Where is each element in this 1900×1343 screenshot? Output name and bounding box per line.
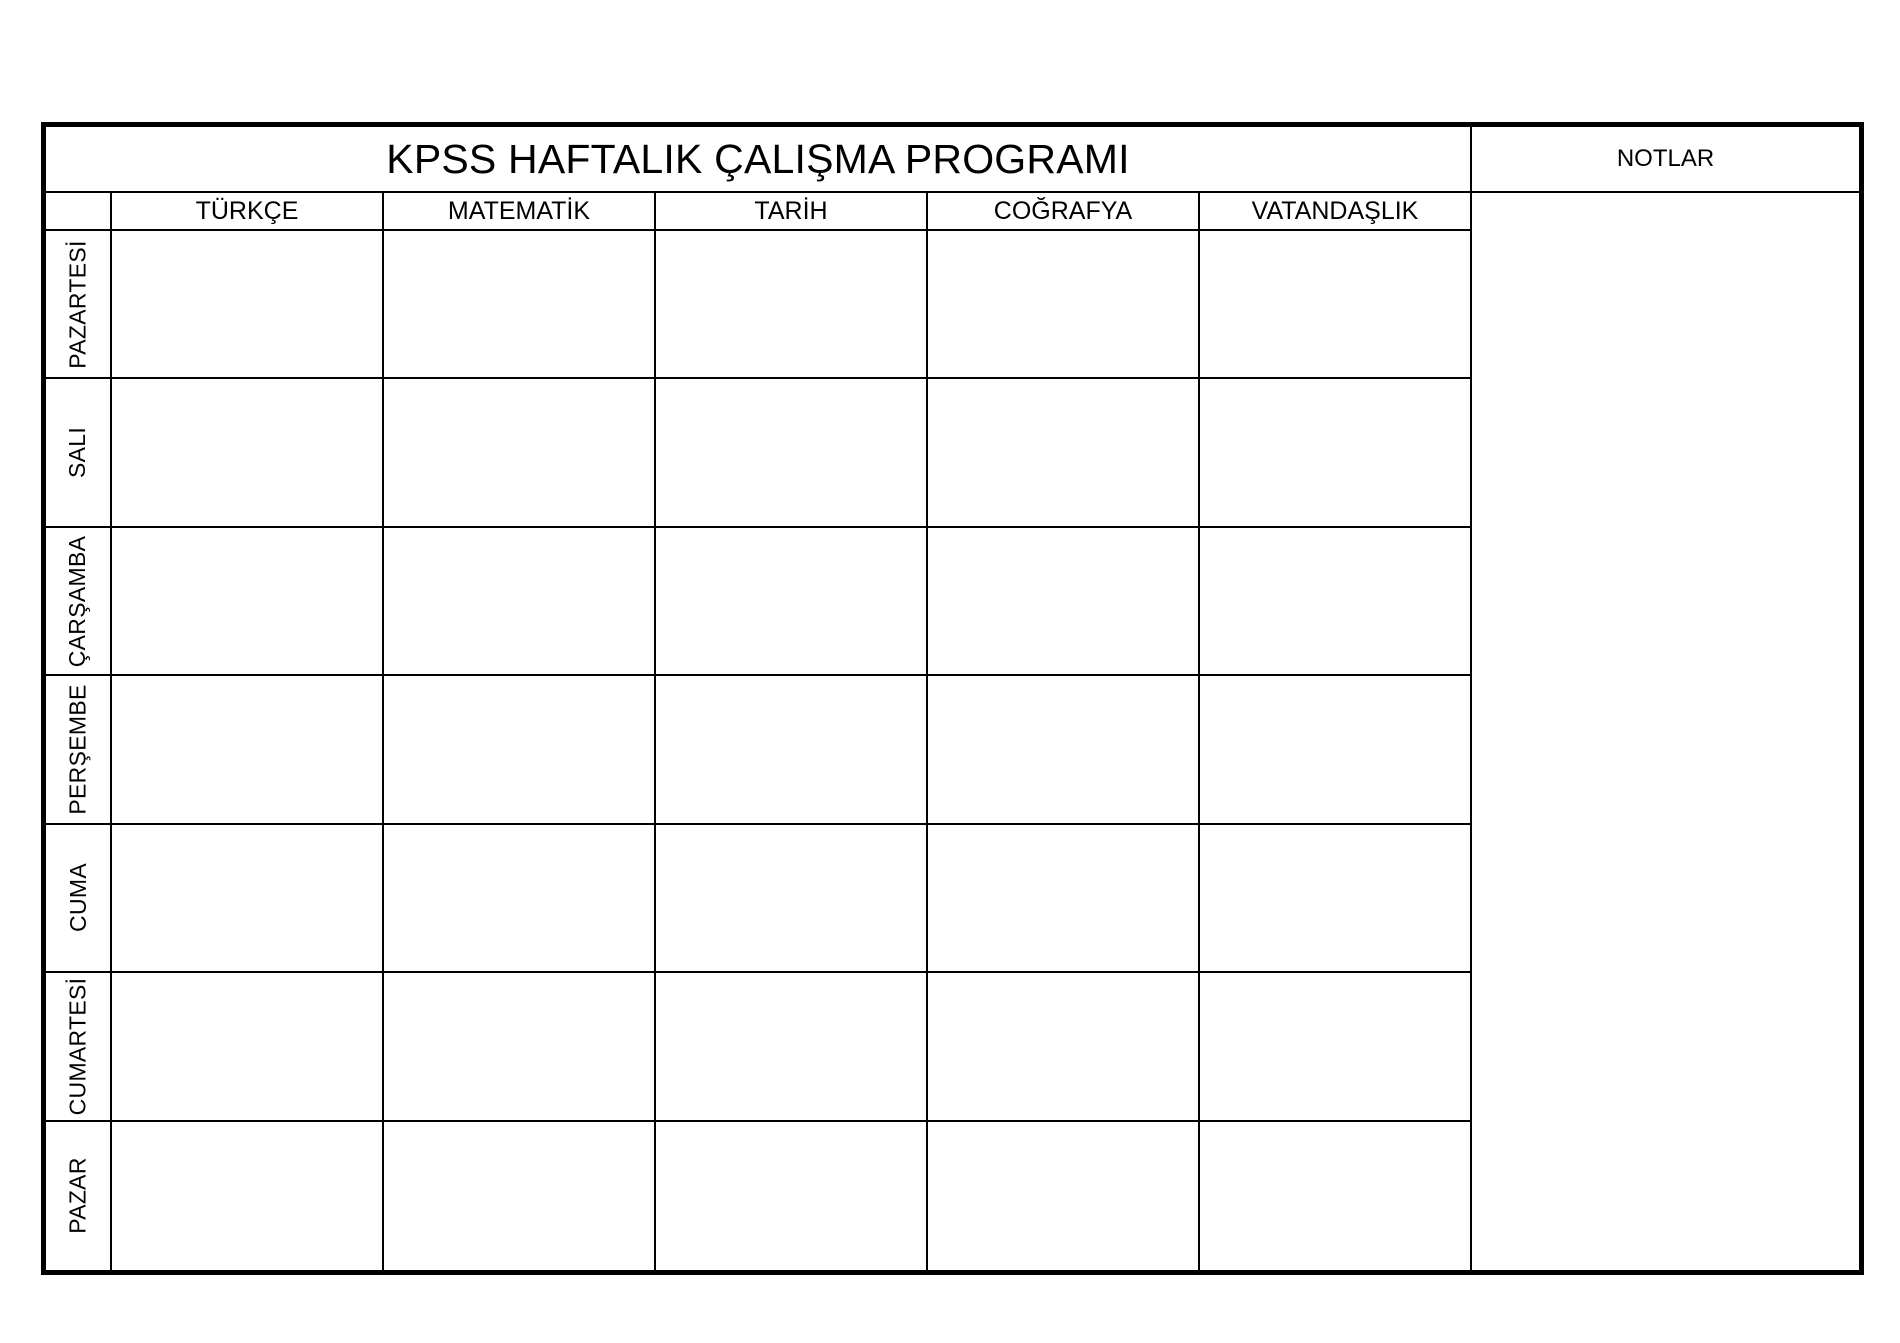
day-label-text: SALI	[64, 427, 91, 479]
schedule-cell-thursday-citizenship[interactable]	[1200, 676, 1472, 824]
day-label-text: PAZAR	[64, 1157, 91, 1235]
schedule-cell-tuesday-turkish[interactable]	[112, 379, 384, 527]
schedule-cell-tuesday-history[interactable]	[656, 379, 928, 527]
subject-header-math: MATEMATİK	[384, 193, 656, 231]
day-label-tuesday	[46, 379, 112, 527]
schedule-cell-friday-turkish[interactable]	[112, 825, 384, 973]
day-label-text: PAZARTESİ	[64, 240, 91, 369]
schedule-cell-sunday-turkish[interactable]	[112, 1122, 384, 1270]
schedule-cell-monday-history[interactable]	[656, 231, 928, 379]
schedule-cell-saturday-math[interactable]	[384, 973, 656, 1121]
day-label-text: CUMA	[64, 863, 91, 933]
day-label-thursday	[46, 676, 112, 824]
schedule-cell-thursday-geography[interactable]	[928, 676, 1200, 824]
schedule-cell-wednesday-math[interactable]	[384, 528, 656, 676]
subject-header-citizenship: VATANDAŞLIK	[1200, 193, 1472, 231]
subject-header-history: TARİH	[656, 193, 928, 231]
day-label-text: ÇARŞAMBA	[64, 535, 91, 667]
schedule-cell-sunday-history[interactable]	[656, 1122, 928, 1270]
schedule-cell-saturday-turkish[interactable]	[112, 973, 384, 1121]
day-label-monday	[46, 231, 112, 379]
schedule-cell-monday-math[interactable]	[384, 231, 656, 379]
schedule-cell-wednesday-history[interactable]	[656, 528, 928, 676]
schedule-cell-sunday-math[interactable]	[384, 1122, 656, 1270]
schedule-cell-wednesday-turkish[interactable]	[112, 528, 384, 676]
schedule-cell-friday-history[interactable]	[656, 825, 928, 973]
schedule-cell-tuesday-citizenship[interactable]	[1200, 379, 1472, 527]
schedule-cell-saturday-history[interactable]	[656, 973, 928, 1121]
day-label-saturday	[46, 973, 112, 1121]
schedule-cell-tuesday-geography[interactable]	[928, 379, 1200, 527]
schedule-cell-wednesday-citizenship[interactable]	[1200, 528, 1472, 676]
notes-area[interactable]	[1472, 193, 1859, 1270]
schedule-cell-sunday-citizenship[interactable]	[1200, 1122, 1472, 1270]
schedule-cell-friday-citizenship[interactable]	[1200, 825, 1472, 973]
day-label-friday	[46, 825, 112, 973]
schedule-cell-monday-citizenship[interactable]	[1200, 231, 1472, 379]
schedule-cell-saturday-citizenship[interactable]	[1200, 973, 1472, 1121]
day-label-wednesday	[46, 528, 112, 676]
schedule-cell-thursday-math[interactable]	[384, 676, 656, 824]
schedule-cell-monday-turkish[interactable]	[112, 231, 384, 379]
subject-header-geography: COĞRAFYA	[928, 193, 1200, 231]
study-schedule-sheet	[41, 122, 1864, 1275]
day-label-text: CUMARTESİ	[64, 977, 91, 1116]
schedule-cell-friday-geography[interactable]	[928, 825, 1200, 973]
schedule-grid	[46, 127, 1859, 1270]
schedule-cell-thursday-turkish[interactable]	[112, 676, 384, 824]
schedule-cell-thursday-history[interactable]	[656, 676, 928, 824]
subject-header-turkish: TÜRKÇE	[112, 193, 384, 231]
schedule-cell-friday-math[interactable]	[384, 825, 656, 973]
page-title: KPSS HAFTALIK ÇALIŞMA PROGRAMI	[46, 127, 1472, 193]
schedule-cell-monday-geography[interactable]	[928, 231, 1200, 379]
corner-cell	[46, 193, 112, 231]
day-label-sunday	[46, 1122, 112, 1270]
schedule-cell-wednesday-geography[interactable]	[928, 528, 1200, 676]
schedule-cell-saturday-geography[interactable]	[928, 973, 1200, 1121]
schedule-cell-sunday-geography[interactable]	[928, 1122, 1200, 1270]
day-label-text: PERŞEMBE	[64, 684, 91, 815]
notes-header: NOTLAR	[1472, 127, 1859, 193]
schedule-cell-tuesday-math[interactable]	[384, 379, 656, 527]
